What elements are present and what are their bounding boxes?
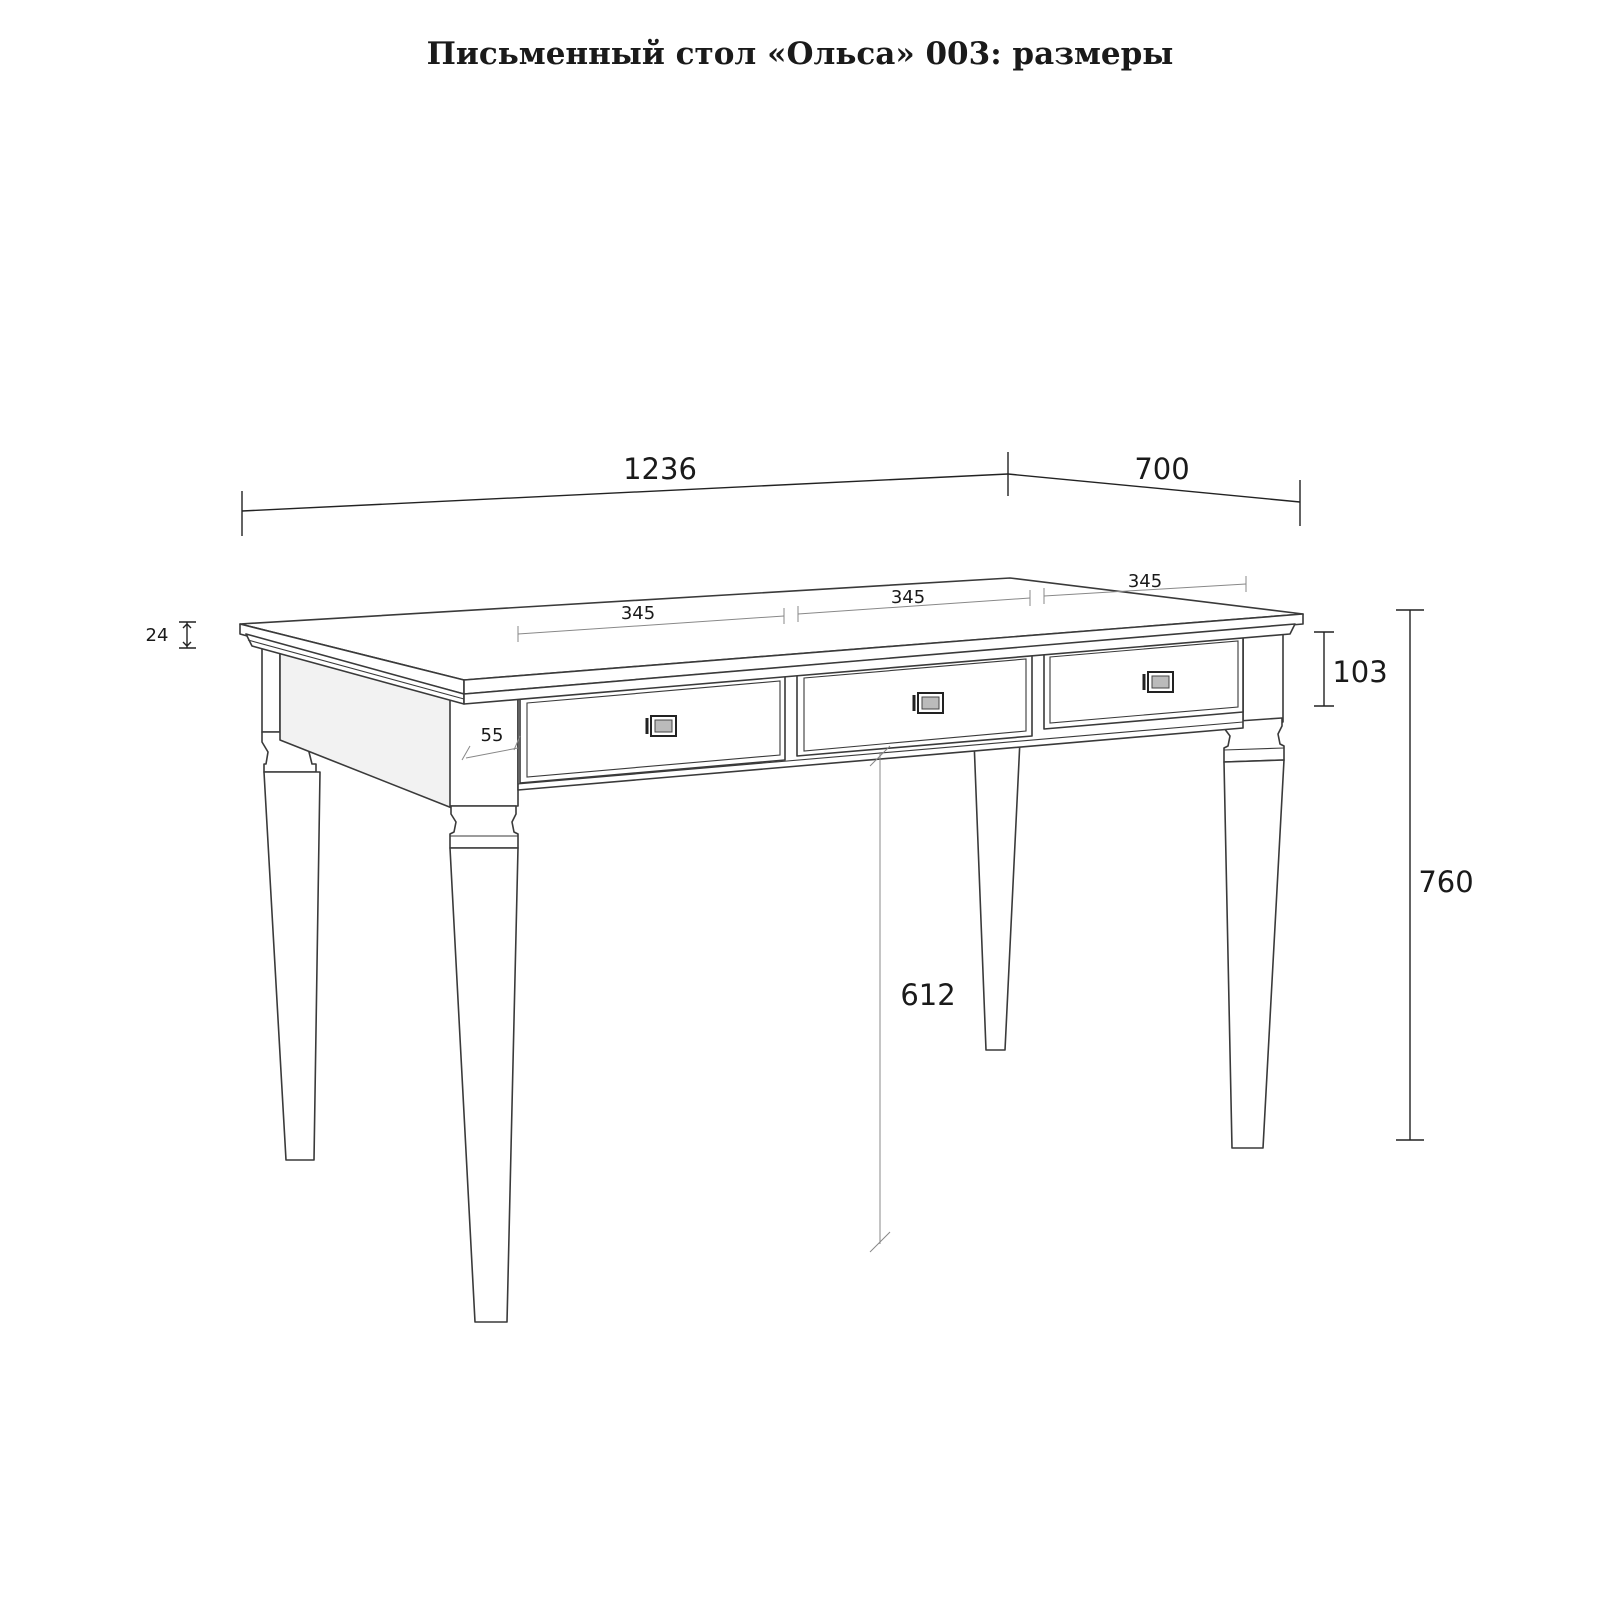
dim-frame-label: 103 (1332, 655, 1388, 689)
handle-icon (914, 693, 943, 713)
dim-leg-label: 55 (480, 725, 504, 746)
dim-frame-line (1314, 632, 1334, 706)
dim-top-thickness-line (179, 622, 196, 648)
dim-drawer-2-label: 345 (890, 587, 926, 608)
dim-drawer-3-label: 345 (1127, 571, 1163, 592)
dim-top-thickness-label: 24 (145, 625, 169, 646)
dim-clearance-label: 612 (900, 978, 956, 1012)
dim-depth-label: 700 (1134, 452, 1190, 486)
dim-clearance-line (870, 746, 890, 1252)
dim-drawer-1-label: 345 (620, 603, 656, 624)
handle-icon (647, 716, 676, 736)
dim-length-label: 1236 (623, 452, 697, 486)
handle-icon (1144, 672, 1173, 692)
page-title: Письменный стол «Ольса» 003: размеры (426, 36, 1174, 72)
front-left-leg (450, 694, 518, 1322)
back-right-leg (974, 740, 1020, 1050)
dim-height-label: 760 (1418, 865, 1474, 899)
